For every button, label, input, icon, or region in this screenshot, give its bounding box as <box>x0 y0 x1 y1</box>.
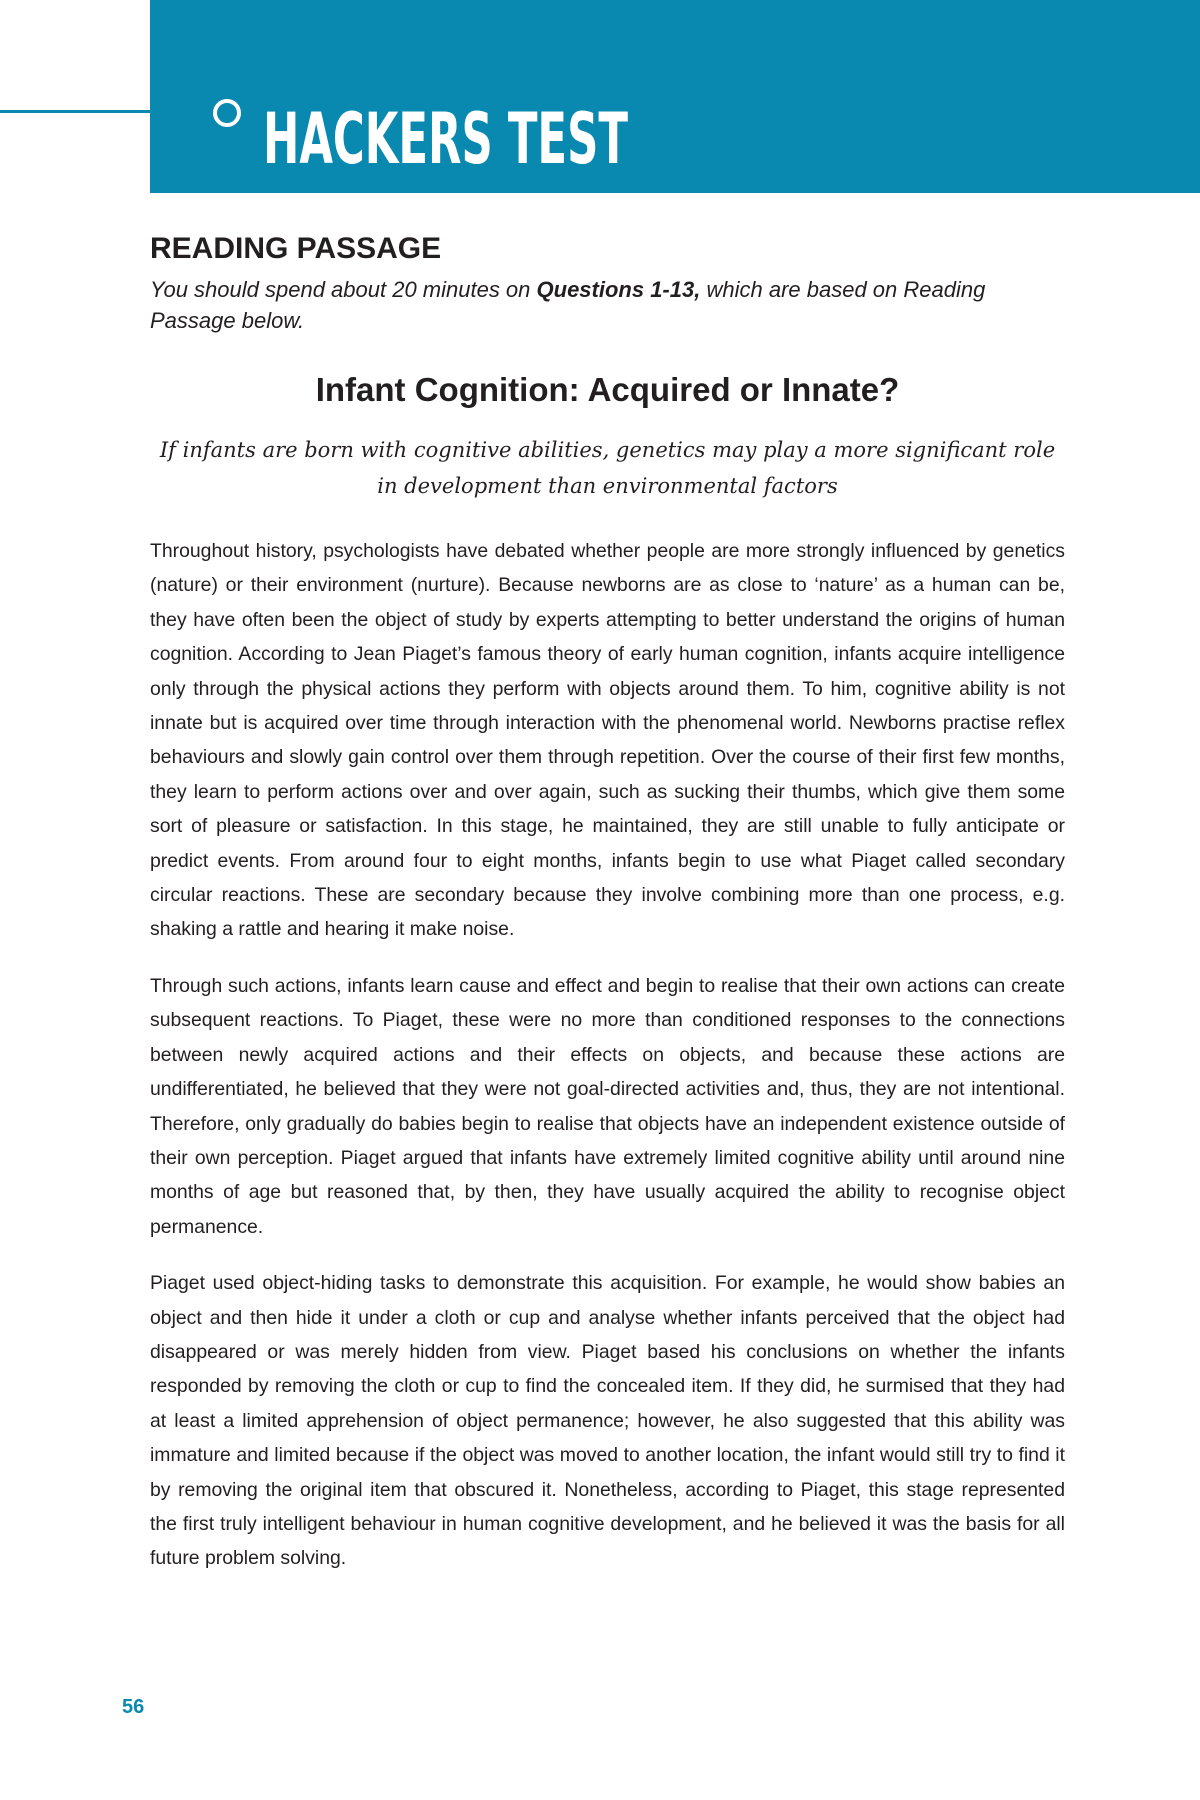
page-number: 56 <box>122 1696 145 1718</box>
passage-body <box>150 534 1065 1576</box>
passage-subtitle: If infants are born with cognitive abilities, genetics may play a more significant role in development than environmental factors <box>159 438 1056 498</box>
instructions-text-after: which are based on Reading Passage below. <box>150 277 986 333</box>
passage-paragraph-1: Throughout history, psychologists have debated whether people are more strongly influenced by genetics (nature) or their environment (nurture). Because newborns are as close to ‘nature’ as a human can be, they have often been the object of study by experts attempting to better understand the origins of human cognition. According to Jean Piaget’s famous theory of early human cognition, infants acquire intelligence only through the physical actions they perform with objects around them. To him, cognitive ability is not innate but is acquired over time through interaction with the phenomenal world. Newborns practise reflex behaviours and slowly gain control over them through repetition. Over the course of their first few months, they learn to perform actions over and over again, such as sucking their thumbs, which give them some sort of pleasure or satisfaction. In this stage, he maintained, they are still unable to fully anticipate or predict events. From around four to eight months, infants begin to use what Piaget called secondary circular reactions. These are secondary because they involve combining more than one process, e.g. shaking a rattle and hearing it make noise. <box>150 540 1065 941</box>
circle-outline-icon <box>213 99 241 127</box>
page-content <box>150 232 1065 1598</box>
header-title: HACKERS TEST <box>263 98 628 180</box>
instructions-text-before: You should spend about 20 minutes on <box>150 277 537 302</box>
header-rule-line <box>0 110 152 113</box>
section-heading: READING PASSAGE <box>150 232 442 265</box>
passage-title: Infant Cognition: Acquired or Innate? <box>315 371 900 408</box>
instructions-questions-range: Questions 1-13, <box>536 277 701 302</box>
passage-paragraph-3: Piaget used object-hiding tasks to demonstrate this acquisition. For example, he would show babies an object and then hide it under a cloth or cup and analyse whether infants perceived that the object had disappeared or was merely hidden from view. Piaget based his conclusions on whether the infants responded by removing the cloth or cup to find the concealed item. If they did, he surmised that they had at least a limited apprehension of object permanence; however, he also suggested that this ability was immature and limited because if the object was moved to another location, the infant would still try to find it by removing the original item that obscured it. Nonetheless, according to Piaget, this stage represented the first truly intelligent behaviour in human cognitive development, and he believed it was the basis for all future problem solving. <box>150 1272 1065 1570</box>
instructions <box>150 274 1065 336</box>
passage-paragraph-2: Through such actions, infants learn cause and effect and begin to realise that their own actions can create subsequent reactions. To Piaget, these were no more than conditioned responses to the connections between newly acquired actions and their effects on objects, and because these actions are undifferentiated, he believed that they were not goal-directed activities and, thus, they are not intentional. Therefore, only gradually do babies begin to realise that objects have an independent existence outside of their own perception. Piaget argued that infants have extremely limited cognitive ability until around nine months of age but reasoned that, by then, they have usually acquired the ability to recognise object permanence. <box>150 974 1065 1238</box>
